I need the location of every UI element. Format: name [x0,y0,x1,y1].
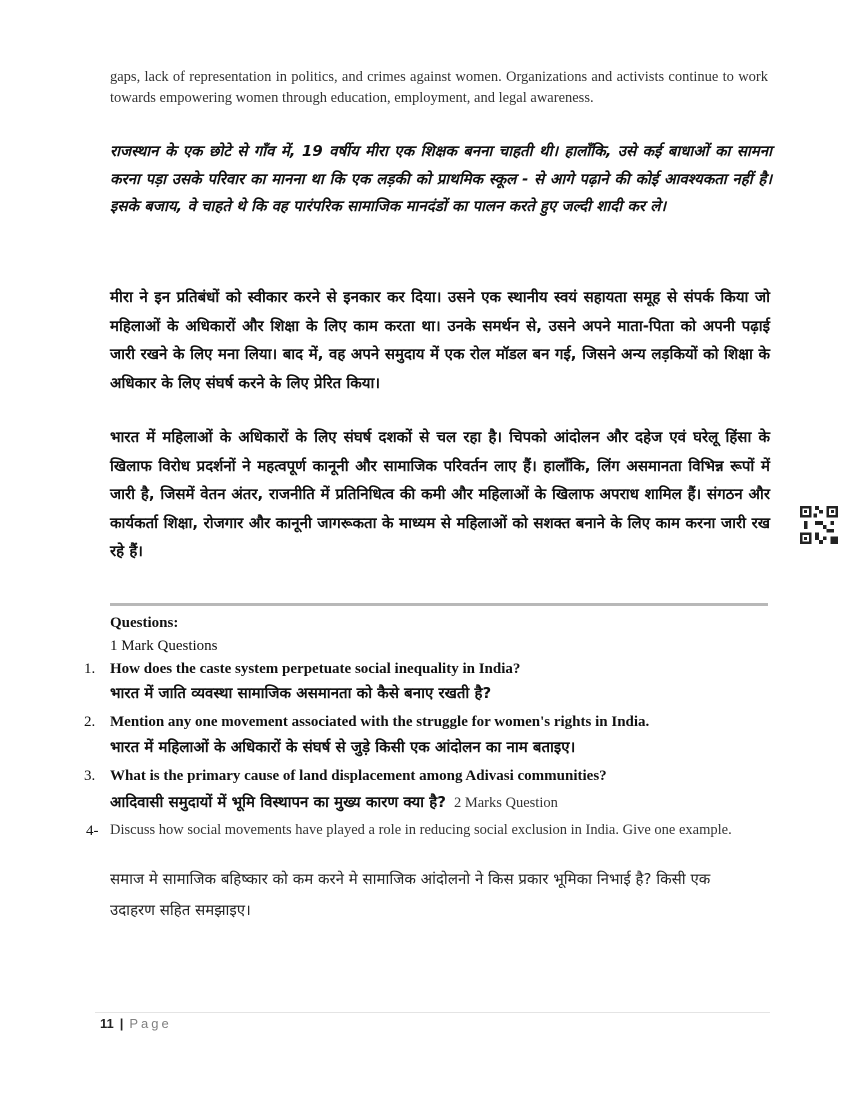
question-hindi: समाज मे सामाजिक बहिष्कार को कम करने मे सामाजिक आंदोलनो ने किस प्रकार भूमिका निभाई है? किसी एक उदाहरण सहित समझाइए। [110,870,711,919]
question-english: Discuss how social movements have played a role in reducing social exclusion in India. Give one example. [110,822,732,838]
question-number: 1. [84,661,96,677]
footer-separator: | [119,1016,124,1031]
questions-heading: Questions: [110,615,179,631]
footer-divider [95,1012,770,1013]
page-label: Page [129,1016,172,1031]
question-hindi: भारत में महिलाओं के अधिकारों के संघर्ष से जुड़े किसी एक आंदोलन का नाम बताइए। [110,738,576,756]
rights-hindi-paragraph: भारत में महिलाओं के अधिकारों के लिए संघर्ष दशकों से चल रहा है। चिपको आंदोलन और दहेज एवं घरेलू हिंसा के खिलाफ विरोध प्रदर्शनों ने महत्वपूर्ण कानूनी और सामाजिक परिवर्तन लाए हैं। हालाँकि, लिंग असमानता विभिन्न रूपों में जारी है, जिसमें वेतन अंतर, राजनीति में प्रतिनिधित्व की कमी और महिलाओं के खिलाफ अपराध शामिल हैं। संगठन और कार्यकर्ता शिक्षा, रोजगार और कानूनी जागरूकता के माध्यम से महिलाओं को सशक्त बनाने के लिए काम करना जारी रख रहे हैं। [110,428,770,560]
question-english: How does the caste system perpetuate social inequality in India? [110,661,521,677]
question-hindi: आदिवासी समुदायों में भूमि विस्थापन का मुख्य कारण क्या है? [110,793,446,811]
question-english: Mention any one movement associated with the struggle for women's rights in India. [110,714,650,730]
page-footer [100,1015,172,1033]
qr-code-icon [800,505,838,545]
question-number: 3. [84,768,96,784]
intro-english-paragraph: gaps, lack of representation in politics, and crimes against women. Organizations and activists continue to work towards empowering women through education, employment, and legal awareness. [110,69,768,106]
section-divider [110,603,768,606]
question-hindi: भारत में जाति व्यवस्था सामाजिक असमानता को कैसे बनाए रखती है? [110,684,492,702]
meera-hindi-paragraph: मीरा ने इन प्रतिबंधों को स्वीकार करने से इनकार कर दिया। उसने एक स्थानीय स्वयं सहायता समूह से संपर्क किया जो महिलाओं के अधिकारों और शिक्षा के लिए काम करता था। उनके समर्थन से, उसने अपने माता-पिता को अपनी पढ़ाई जारी रखने के लिए मना लिया। बाद में, वह अपने समुदाय में एक रोल मॉडल बन गई, जिसने अन्य लड़कियों को शिक्षा के अधिकार के लिए संघर्ष करने के लिए प्रेरित किया। [110,288,770,392]
question-english: What is the primary cause of land displacement among Adivasi communities? [110,768,607,784]
page-number: 11 [100,1016,114,1031]
question-number: 4- [86,823,99,839]
question-number: 2. [84,714,96,730]
two-marks-heading: 2 Marks Question [453,795,558,811]
one-mark-heading: 1 Mark Questions [110,638,218,654]
story-hindi-paragraph: राजस्थान के एक छोटे से गाँव में, 19 वर्षीय मीरा एक शिक्षक बनना चाहती थी। हालाँकि, उसे कई बाधाओं का सामना करना पड़ा उसके परिवार का मानना था कि एक लड़की को प्राथमिक स्कूल - से आगे पढ़ाने की कोई आवश्यकता नहीं है। इसके बजाय, वे चाहते थे कि वह पारंपरिक सामाजिक मानदंडों का पालन करते हुए जल्दी शादी कर ले। [110,142,772,215]
question-hindi-row [110,790,558,815]
